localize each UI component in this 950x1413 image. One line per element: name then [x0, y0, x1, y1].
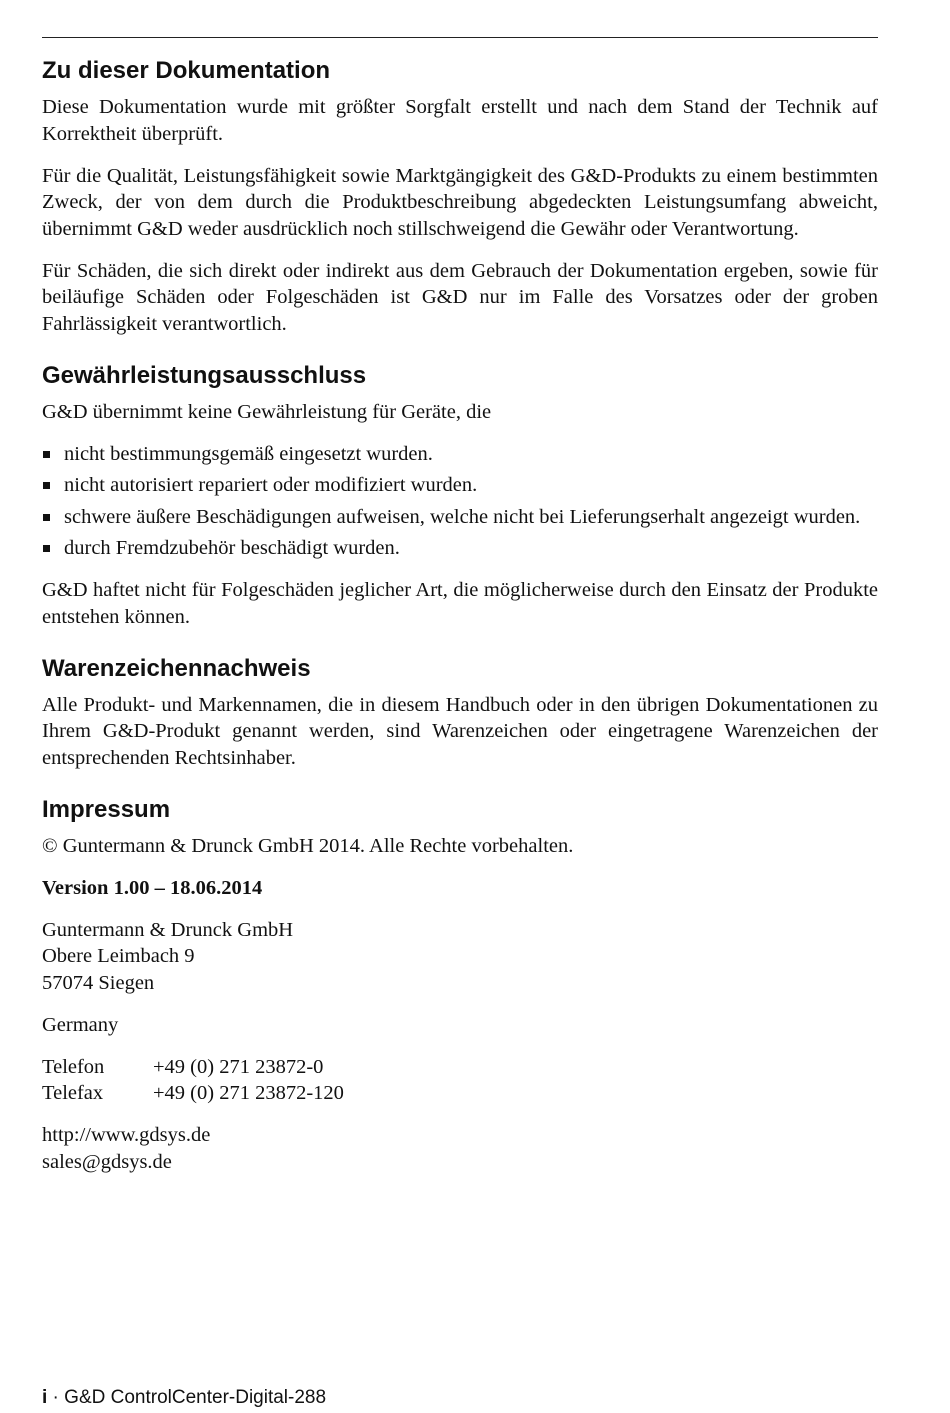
section-heading-warranty: Gewährleistungsausschluss [42, 361, 367, 389]
page-number: i [42, 1387, 48, 1408]
list-item [42, 535, 878, 562]
phone-value: +49 (0) 271 23872-0 [153, 1055, 324, 1078]
warranty-closing: G&D haftet nicht für Folgeschäden jeglicher Art, die möglicherweise durch den Einsatz der Produkte entstehen können. [42, 579, 878, 628]
warranty-bullet-list [42, 441, 878, 562]
paragraph-about-2: Für die Qualität, Leistungsfähigkeit sowie Marktgängigkeit des G&D-Produkts zu einem bestimmten Zweck, der von dem durch die Produktbeschreibung abgedeckten Leistungsumfang abweicht, übernimmt G&D weder ausdrücklich noch stillschweigend die Gewähr oder Verantwortung. [42, 164, 878, 240]
bullet-square-icon [43, 482, 50, 489]
paragraph-about-3: Für Schäden, die sich direkt oder indirekt aus dem Gebrauch der Dokumentation ergeben, sowie für beiläufige Schäden oder Folgeschäden ist G&D nur im Falle des Vorsatzes oder der groben Fahrlässigkeit verantwortlich. [42, 259, 878, 335]
phone-label: Telefon [42, 1055, 105, 1078]
paragraph-about-1: Diese Dokumentation wurde mit größter Sorgfalt erstellt und nach dem Stand der Technik auf Korrektheit überprüft. [42, 96, 878, 145]
warranty-intro: G&D übernimmt keine Gewährleistung für Geräte, die [42, 400, 492, 423]
company-address [42, 917, 878, 997]
bullet-square-icon [43, 451, 50, 458]
bullet-square-icon [43, 514, 50, 521]
bullet-square-icon [43, 545, 50, 552]
section-warranty-exclusion [42, 359, 878, 631]
list-item-text: nicht bestimmungsgemäß eingesetzt wurden. [64, 442, 433, 465]
website-link[interactable]: http://www.gdsys.de [42, 1124, 211, 1146]
email-link[interactable]: sales@gdsys.de [42, 1150, 172, 1173]
fax-value: +49 (0) 271 23872-120 [153, 1082, 344, 1104]
company-name: Guntermann & Drunck GmbH [42, 918, 294, 941]
list-item [42, 504, 878, 531]
postal-city: 57074 Siegen [42, 971, 155, 994]
list-item-text: durch Fremdzubehör beschädigt wurden. [64, 537, 400, 559]
phone-row [42, 1054, 878, 1081]
section-imprint [42, 793, 878, 1176]
top-divider [42, 37, 878, 38]
list-item [42, 441, 878, 468]
street-address: Obere Leimbach 9 [42, 945, 195, 967]
list-item [42, 472, 878, 499]
fax-label: Telefax [42, 1082, 104, 1104]
footer-separator: · [47, 1387, 65, 1408]
copyright-notice: © Guntermann & Drunck GmbH 2014. Alle Rechte vorbehalten. [42, 834, 574, 857]
country: Germany [42, 1013, 119, 1036]
web-contacts [42, 1122, 878, 1175]
section-heading-about: Zu dieser Dokumentation [42, 57, 331, 84]
version-line: Version 1.00 – 18.06.2014 [42, 876, 263, 899]
fax-row [42, 1080, 878, 1107]
document-body [42, 54, 878, 1191]
document-title: G&D ControlCenter-Digital-288 [64, 1387, 327, 1408]
trademarks-text: Alle Produkt- und Markennamen, die in diesem Handbuch oder in den übrigen Dokumentationen zu Ihrem G&D-Produkt genannt werden, sind Warenzeichen oder eingetragene Warenzeichen der entsprechenden Rechtsinhaber. [42, 693, 878, 769]
contact-numbers [42, 1054, 878, 1107]
page-footer [42, 1386, 326, 1410]
list-item-text: nicht autorisiert repariert oder modifiziert wurden. [64, 474, 478, 496]
section-heading-trademarks: Warenzeichennachweis [42, 654, 311, 682]
section-heading-imprint: Impressum [42, 795, 171, 823]
section-trademarks [42, 652, 878, 772]
section-about-documentation [42, 54, 878, 337]
list-item-text: schwere äußere Beschädigungen aufweisen, welche nicht bei Lieferungserhalt angezeigt wurden. [64, 505, 861, 528]
